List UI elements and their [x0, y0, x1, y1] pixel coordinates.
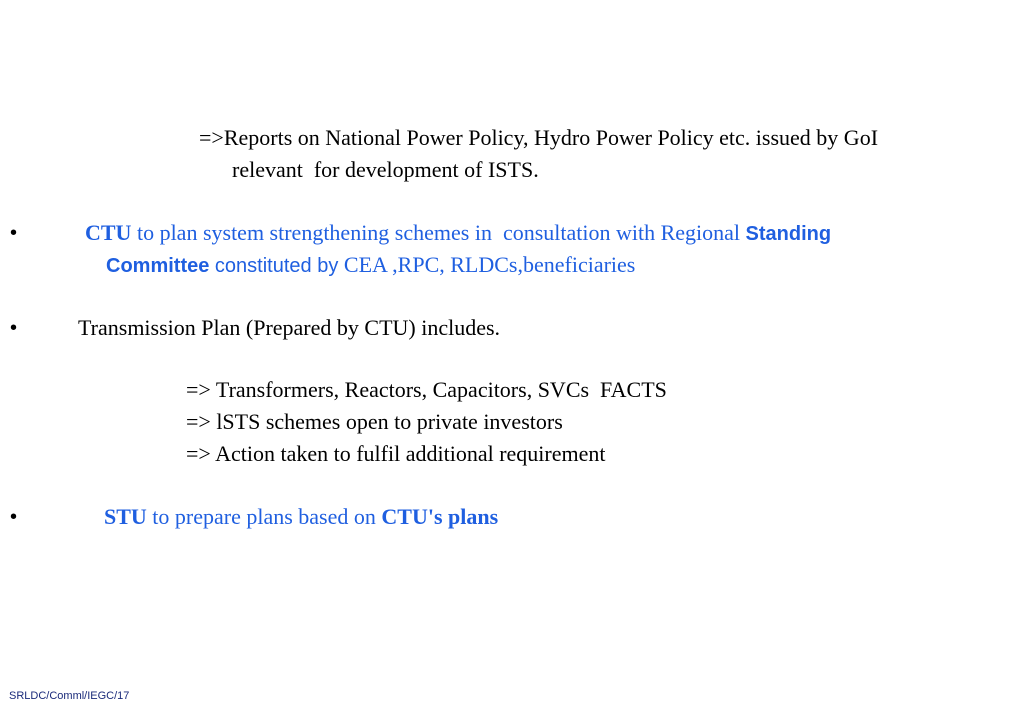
bullet-transmission: •: [10, 317, 18, 339]
footer-label: SRLDC/Comml/IEGC/17: [9, 690, 130, 702]
cea-text: CEA ,RPC, RLDCs,beneficiaries: [343, 252, 636, 277]
bullet-ctu: •: [10, 222, 18, 244]
ctu-label: CTU: [85, 220, 132, 245]
ctu-item-line-2: [106, 252, 635, 279]
reports-line-1: =>Reports on National Power Policy, Hydro Power Policy etc. issued by GoI: [199, 125, 879, 150]
stu-item: [104, 504, 498, 530]
transmission-item: Transmission Plan (Prepared by CTU) includes.: [78, 315, 501, 340]
reports-line-2: relevant for development of ISTS.: [232, 157, 539, 182]
ctu-plans-label: CTU's plans: [381, 504, 499, 529]
ctu-text: to plan system strengthening schemes in consultation with Regional: [131, 220, 746, 245]
sub-item: => Action taken to fulfil additional requirement: [186, 441, 606, 466]
stu-text: to prepare plans based on: [146, 504, 382, 529]
sub-item: => lSTS schemes open to private investors: [186, 409, 563, 434]
standing-label: Standing: [745, 223, 832, 245]
constituted-text: constituted by: [209, 255, 344, 277]
stu-label: STU: [104, 504, 147, 529]
committee-label: Committee: [106, 255, 210, 277]
bullet-stu: •: [10, 506, 18, 528]
ctu-item-line-1: [85, 220, 831, 247]
sub-item: => Transformers, Reactors, Capacitors, SVCs FACTS: [186, 377, 667, 402]
